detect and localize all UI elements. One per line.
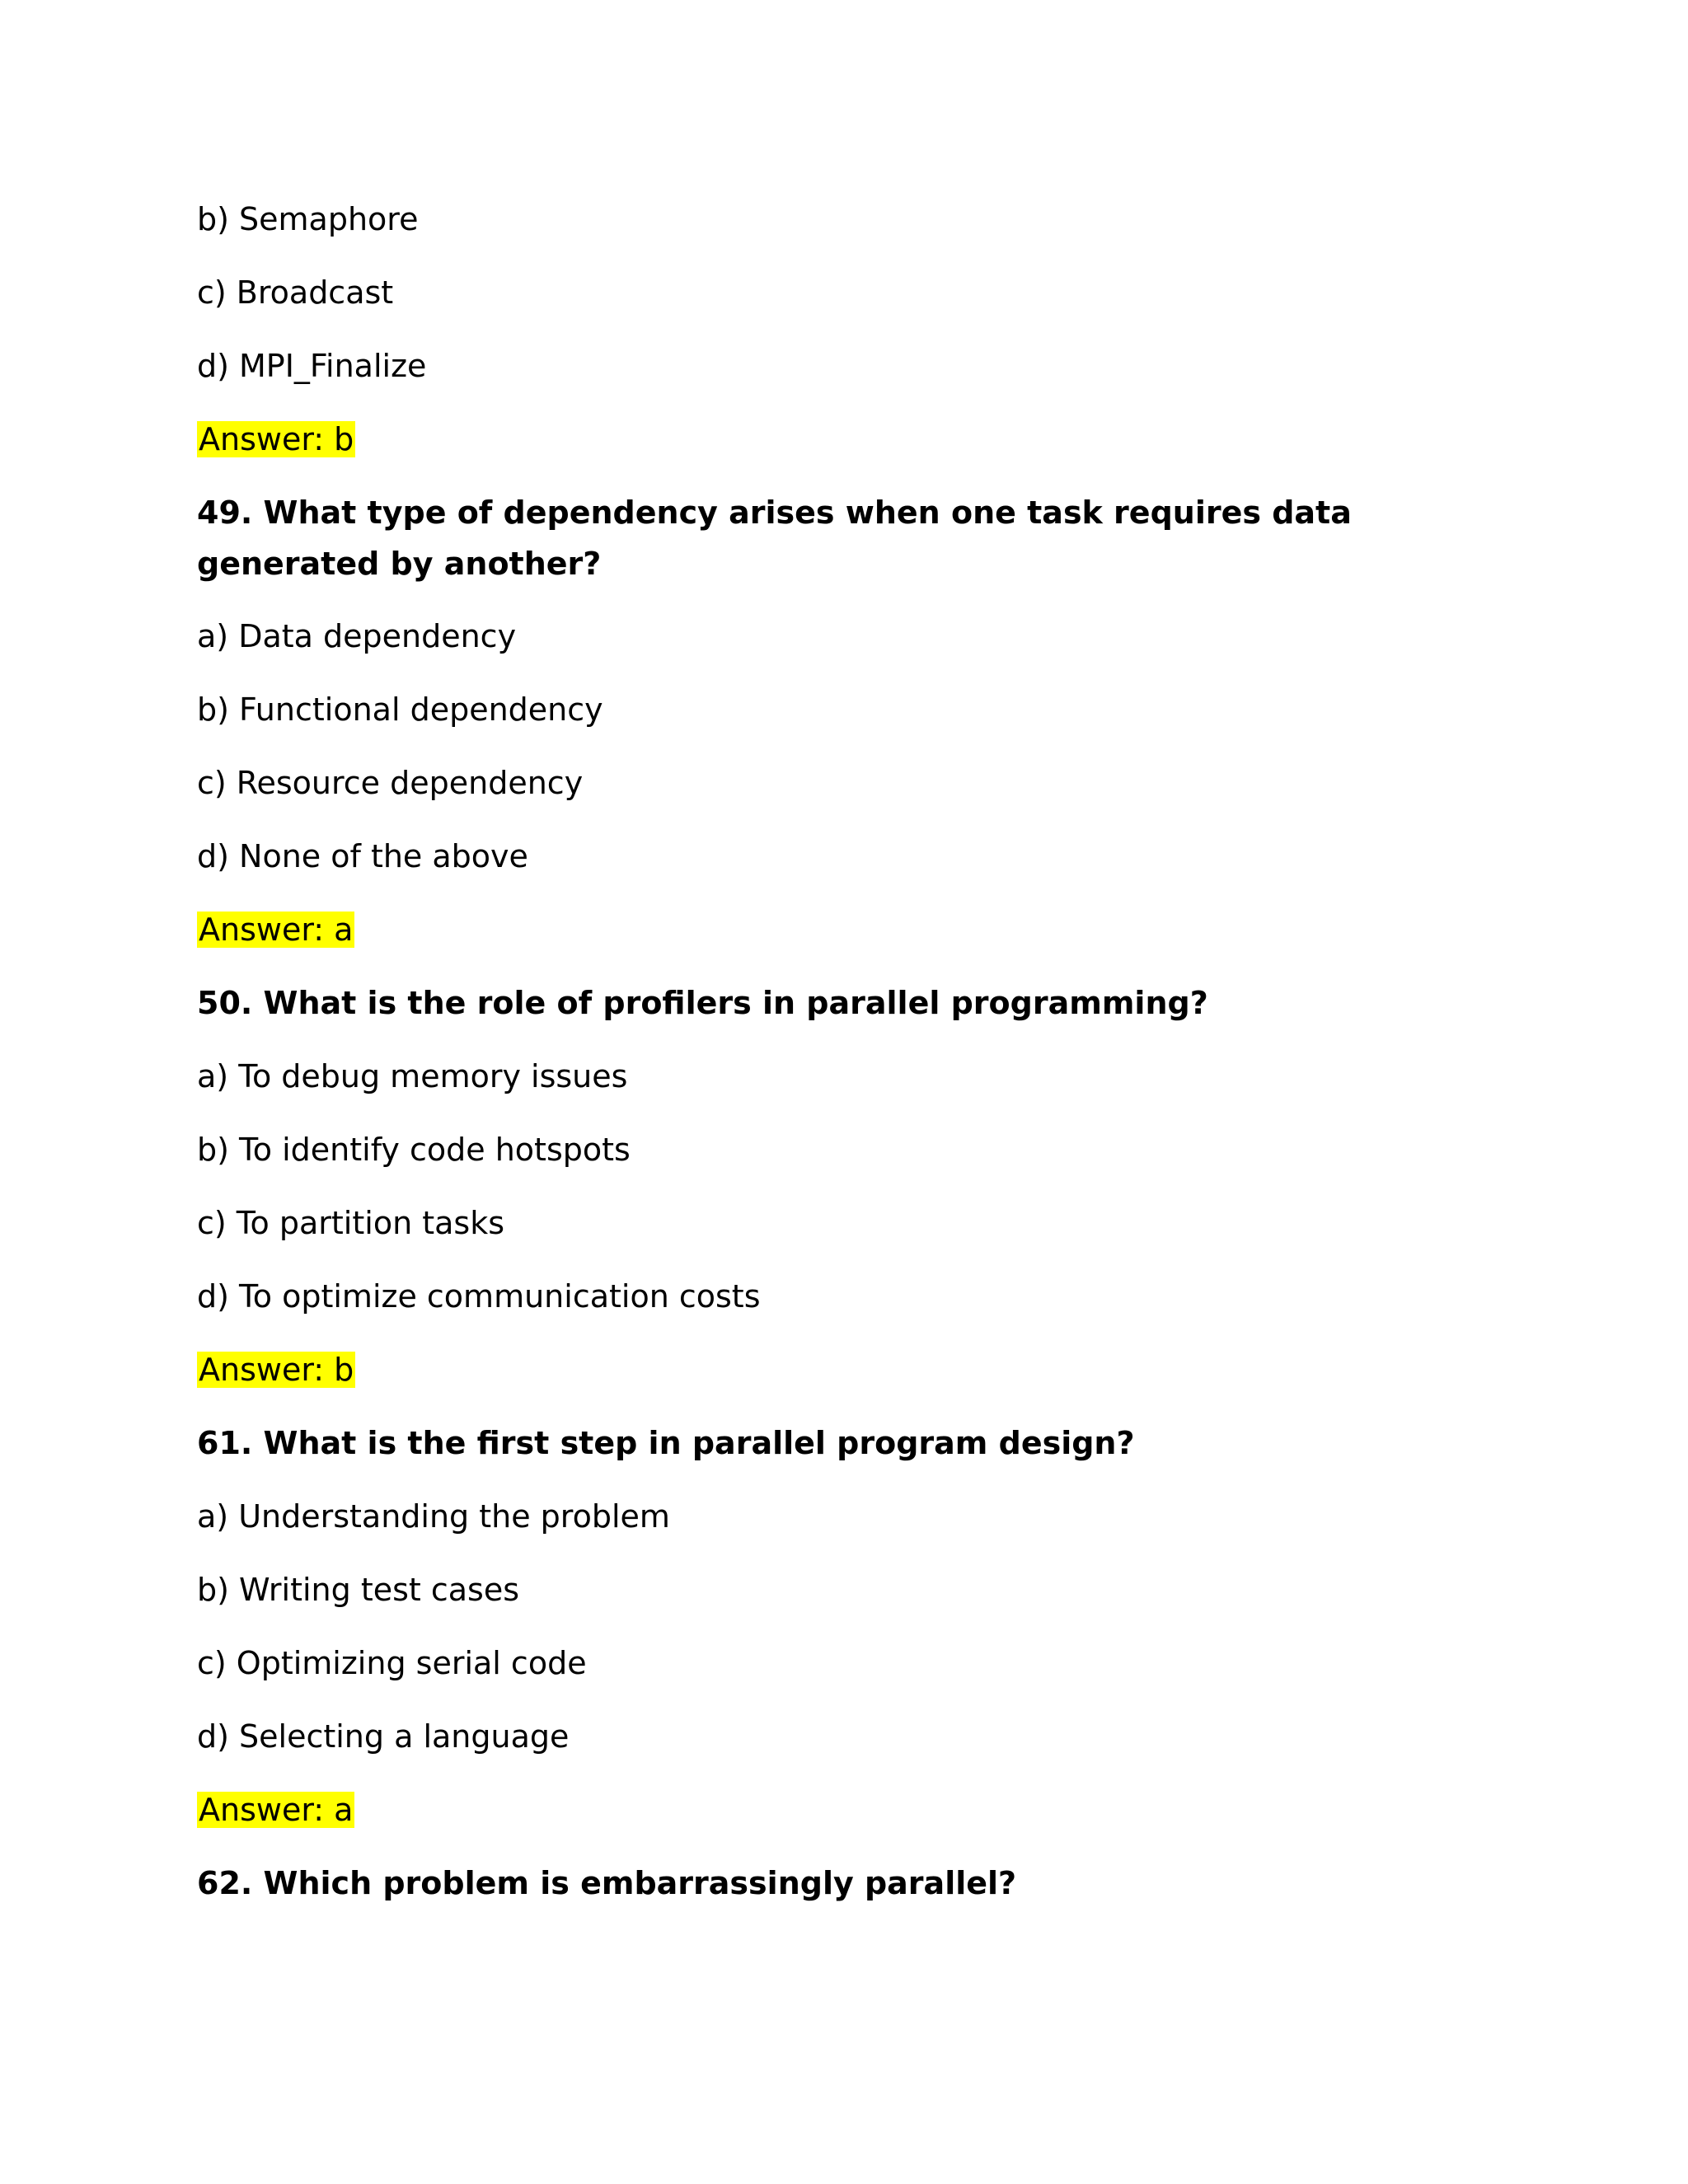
option-text: c) Optimizing serial code (197, 1645, 587, 1681)
question-text: 49. What type of dependency arises when one task requires data generated by another? (197, 494, 1352, 582)
option-text: a) Data dependency (197, 618, 517, 654)
answer-line (197, 904, 354, 955)
answer-line (197, 414, 355, 465)
option-text: b) To identify code hotspots (197, 1132, 631, 1168)
answer-highlight: Answer: b (199, 421, 354, 457)
option-writing-test-cases (197, 1564, 519, 1615)
question-49 (197, 487, 1483, 589)
option-optimizing-serial-code (197, 1638, 587, 1689)
option-text: b) Semaphore (197, 201, 419, 237)
option-selecting-language (197, 1711, 569, 1762)
question-62 (197, 1858, 1483, 1909)
answer-highlight: Answer: b (199, 1352, 354, 1388)
option-text: c) Resource dependency (197, 765, 584, 801)
option-none (197, 831, 528, 882)
option-text: d) MPI_Finalize (197, 348, 427, 384)
option-partition-tasks (197, 1197, 504, 1249)
option-text: b) Functional dependency (197, 691, 603, 728)
question-text: 61. What is the first step in parallel program design? (197, 1425, 1135, 1461)
option-understanding-problem (197, 1491, 670, 1542)
option-resource-dependency (197, 757, 583, 808)
option-text: a) Understanding the problem (197, 1498, 670, 1535)
option-text: b) Writing test cases (197, 1572, 520, 1608)
option-text: d) Selecting a language (197, 1718, 570, 1755)
option-broadcast (197, 267, 393, 318)
option-mpi-finalize (197, 340, 426, 391)
option-functional-dependency (197, 684, 603, 735)
question-text: 62. Which problem is embarrassingly parallel? (197, 1865, 1017, 1901)
option-identify-hotspots (197, 1124, 631, 1175)
question-50 (197, 977, 1483, 1029)
option-text: d) To optimize communication costs (197, 1278, 761, 1315)
question-61 (197, 1418, 1483, 1469)
option-text: c) Broadcast (197, 274, 394, 311)
answer-highlight: Answer: a (199, 1792, 354, 1828)
option-data-dependency (197, 611, 516, 662)
option-semaphore (197, 194, 418, 245)
option-optimize-communication (197, 1271, 761, 1322)
option-text: d) None of the above (197, 838, 528, 874)
answer-line (197, 1784, 354, 1835)
answer-line (197, 1344, 355, 1395)
answer-highlight: Answer: a (199, 912, 354, 948)
option-text: a) To debug memory issues (197, 1058, 628, 1094)
question-text: 50. What is the role of profilers in parallel programming? (197, 985, 1208, 1021)
option-debug-memory (197, 1051, 627, 1102)
option-text: c) To partition tasks (197, 1205, 505, 1241)
